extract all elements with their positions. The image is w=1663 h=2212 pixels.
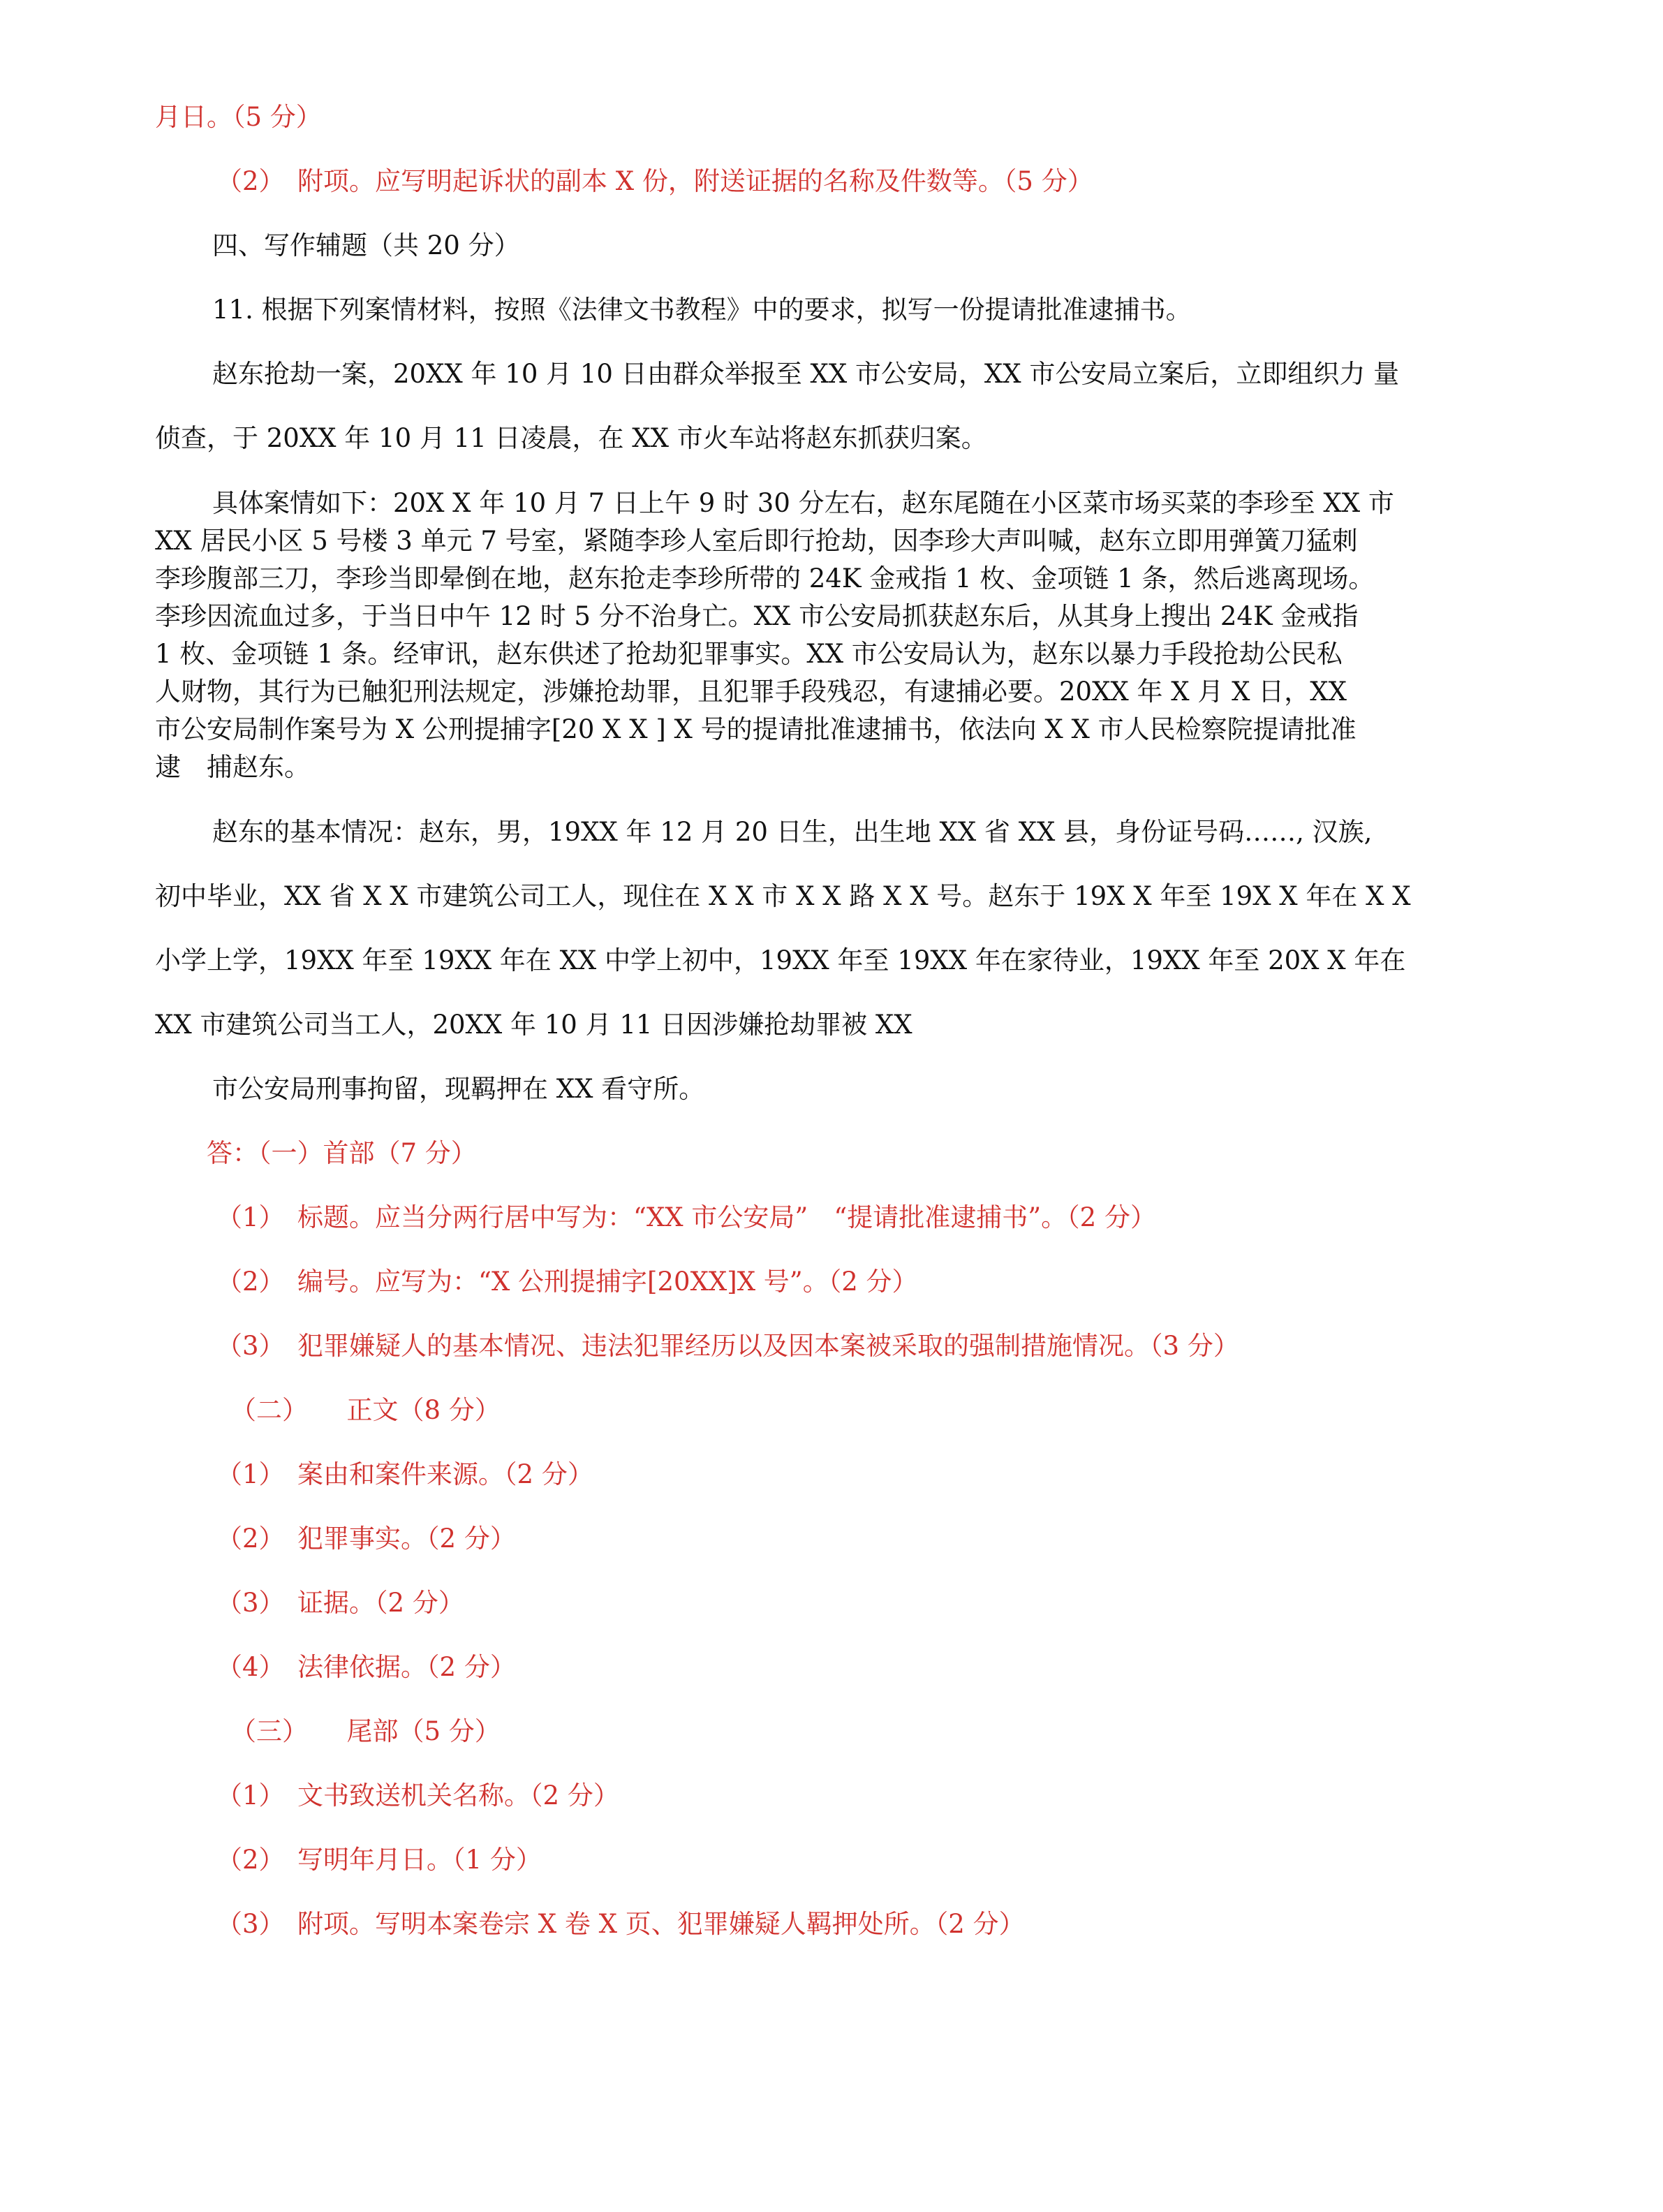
- section-heading-writing: 四、写作辅题（共 20 分）: [212, 230, 520, 260]
- answer-item: （1） 案由和案件来源。（2 分）: [216, 1459, 593, 1489]
- answer-item: （3） 附项。写明本案卷宗 X 卷 X 页、犯罪嫌疑人羁押处所。（2 分）: [216, 1909, 1025, 1939]
- answer-item: （2） 写明年月日。（1 分）: [216, 1845, 542, 1875]
- answer-item: （2） 犯罪事实。（2 分）: [216, 1524, 516, 1554]
- answer-item: （4） 法律依据。（2 分）: [216, 1652, 516, 1682]
- case-intro-line-2: 侦查，于 20XX 年 10 月 11 日凌晨，在 XX 市火车站将赵东抓获归案。: [155, 423, 987, 453]
- case-intro-line-1: 赵东抢劫一案，20XX 年 10 月 10 日由群众举报至 XX 市公安局，XX 市公安局立案后，立即组织力 量: [212, 359, 1400, 389]
- answer-section-ending: （三） 尾部（5 分）: [230, 1716, 501, 1746]
- case-details-paragraph: [155, 485, 1488, 786]
- case-details-line: 1 枚、金项链 1 条。经审讯，赵东供述了抢劫犯罪事实。XX 市公安局认为，赵东以暴力手段抢劫公民私: [155, 639, 1343, 669]
- question-11: 11. 根据下列案情材料，按照《法律文书教程》中的要求，拟写一份提请批准逮捕书。: [212, 295, 1192, 325]
- case-details-line: 逮 捕赵东。: [155, 752, 310, 782]
- answer-item: （2） 编号。应写为：“X 公刑提捕字[20XX]X 号”。（2 分）: [216, 1267, 918, 1297]
- basic-info-line-1: 赵东的基本情况：赵东，男，19XX 年 12 月 20 日生，出生地 XX 省 XX 县，身份证号码……, 汉族,: [212, 817, 1373, 847]
- answer-item: （1） 文书致送机关名称。（2 分）: [216, 1780, 619, 1811]
- basic-info-line-2: 初中毕业，XX 省 X X 市建筑公司工人，现住在 X X 市 X X 路 X X 号。赵东于 19X X 年至 19X X 年在 X X: [155, 881, 1411, 911]
- answer-item: （1） 标题。应当分两行居中写为：“XX 市公安局” “提请批准逮捕书”。（2 分）: [216, 1202, 1156, 1232]
- answer-line-date-score: 月日。（5 分）: [155, 102, 322, 132]
- case-details-line: 具体案情如下：20X X 年 10 月 7 日上午 9 时 30 分左右，赵东尾随在小区菜市场买菜的李珍至 XX 市: [212, 488, 1394, 518]
- basic-info-line-4: XX 市建筑公司当工人，20XX 年 10 月 11 日因涉嫌抢劫罪被 XX: [155, 1010, 912, 1040]
- case-details-line: XX 居民小区 5 号楼 3 单元 7 号室，紧随李珍人室后即行抢劫，因李珍大声叫喊，赵东立即用弹簧刀猛刺: [155, 526, 1358, 556]
- answer-section-body: （二） 正文（8 分）: [230, 1395, 501, 1425]
- answer-header: 答：（一）首部（7 分）: [207, 1138, 477, 1168]
- basic-info-line-5: 市公安局刑事拘留，现羁押在 XX 看守所。: [212, 1074, 705, 1104]
- case-details-line: 市公安局制作案号为 X 公刑提捕字[20 X X ] X 号的提请批准逮捕书，依法向 X X 市人民检察院提请批准: [155, 714, 1357, 744]
- case-details-line: 李珍腹部三刀，李珍当即晕倒在地，赵东抢走李珍所带的 24K 金戒指 1 枚、金项链 1 条，然后逃离现场。: [155, 563, 1375, 593]
- basic-info-line-3: 小学上学，19XX 年至 19XX 年在 XX 中学上初中，19XX 年至 19XX 年在家待业，19XX 年至 20X X 年在: [155, 945, 1406, 975]
- answer-line-attachment: （2） 附项。应写明起诉状的副本 X 份，附送证据的名称及件数等。（5 分）: [216, 166, 1093, 196]
- answer-item: （3） 犯罪嫌疑人的基本情况、违法犯罪经历以及因本案被采取的强制措施情况。（3 分）: [216, 1331, 1239, 1361]
- case-details-line: 人财物，其行为已触犯刑法规定，涉嫌抢劫罪，且犯罪手段残忍，有逮捕必要。20XX 年 X 月 X 日，XX: [155, 677, 1347, 707]
- answer-item: （3） 证据。（2 分）: [216, 1588, 464, 1618]
- case-details-line: 李珍因流血过多，于当日中午 12 时 5 分不治身亡。XX 市公安局抓获赵东后，从其身上搜出 24K 金戒指: [155, 601, 1359, 631]
